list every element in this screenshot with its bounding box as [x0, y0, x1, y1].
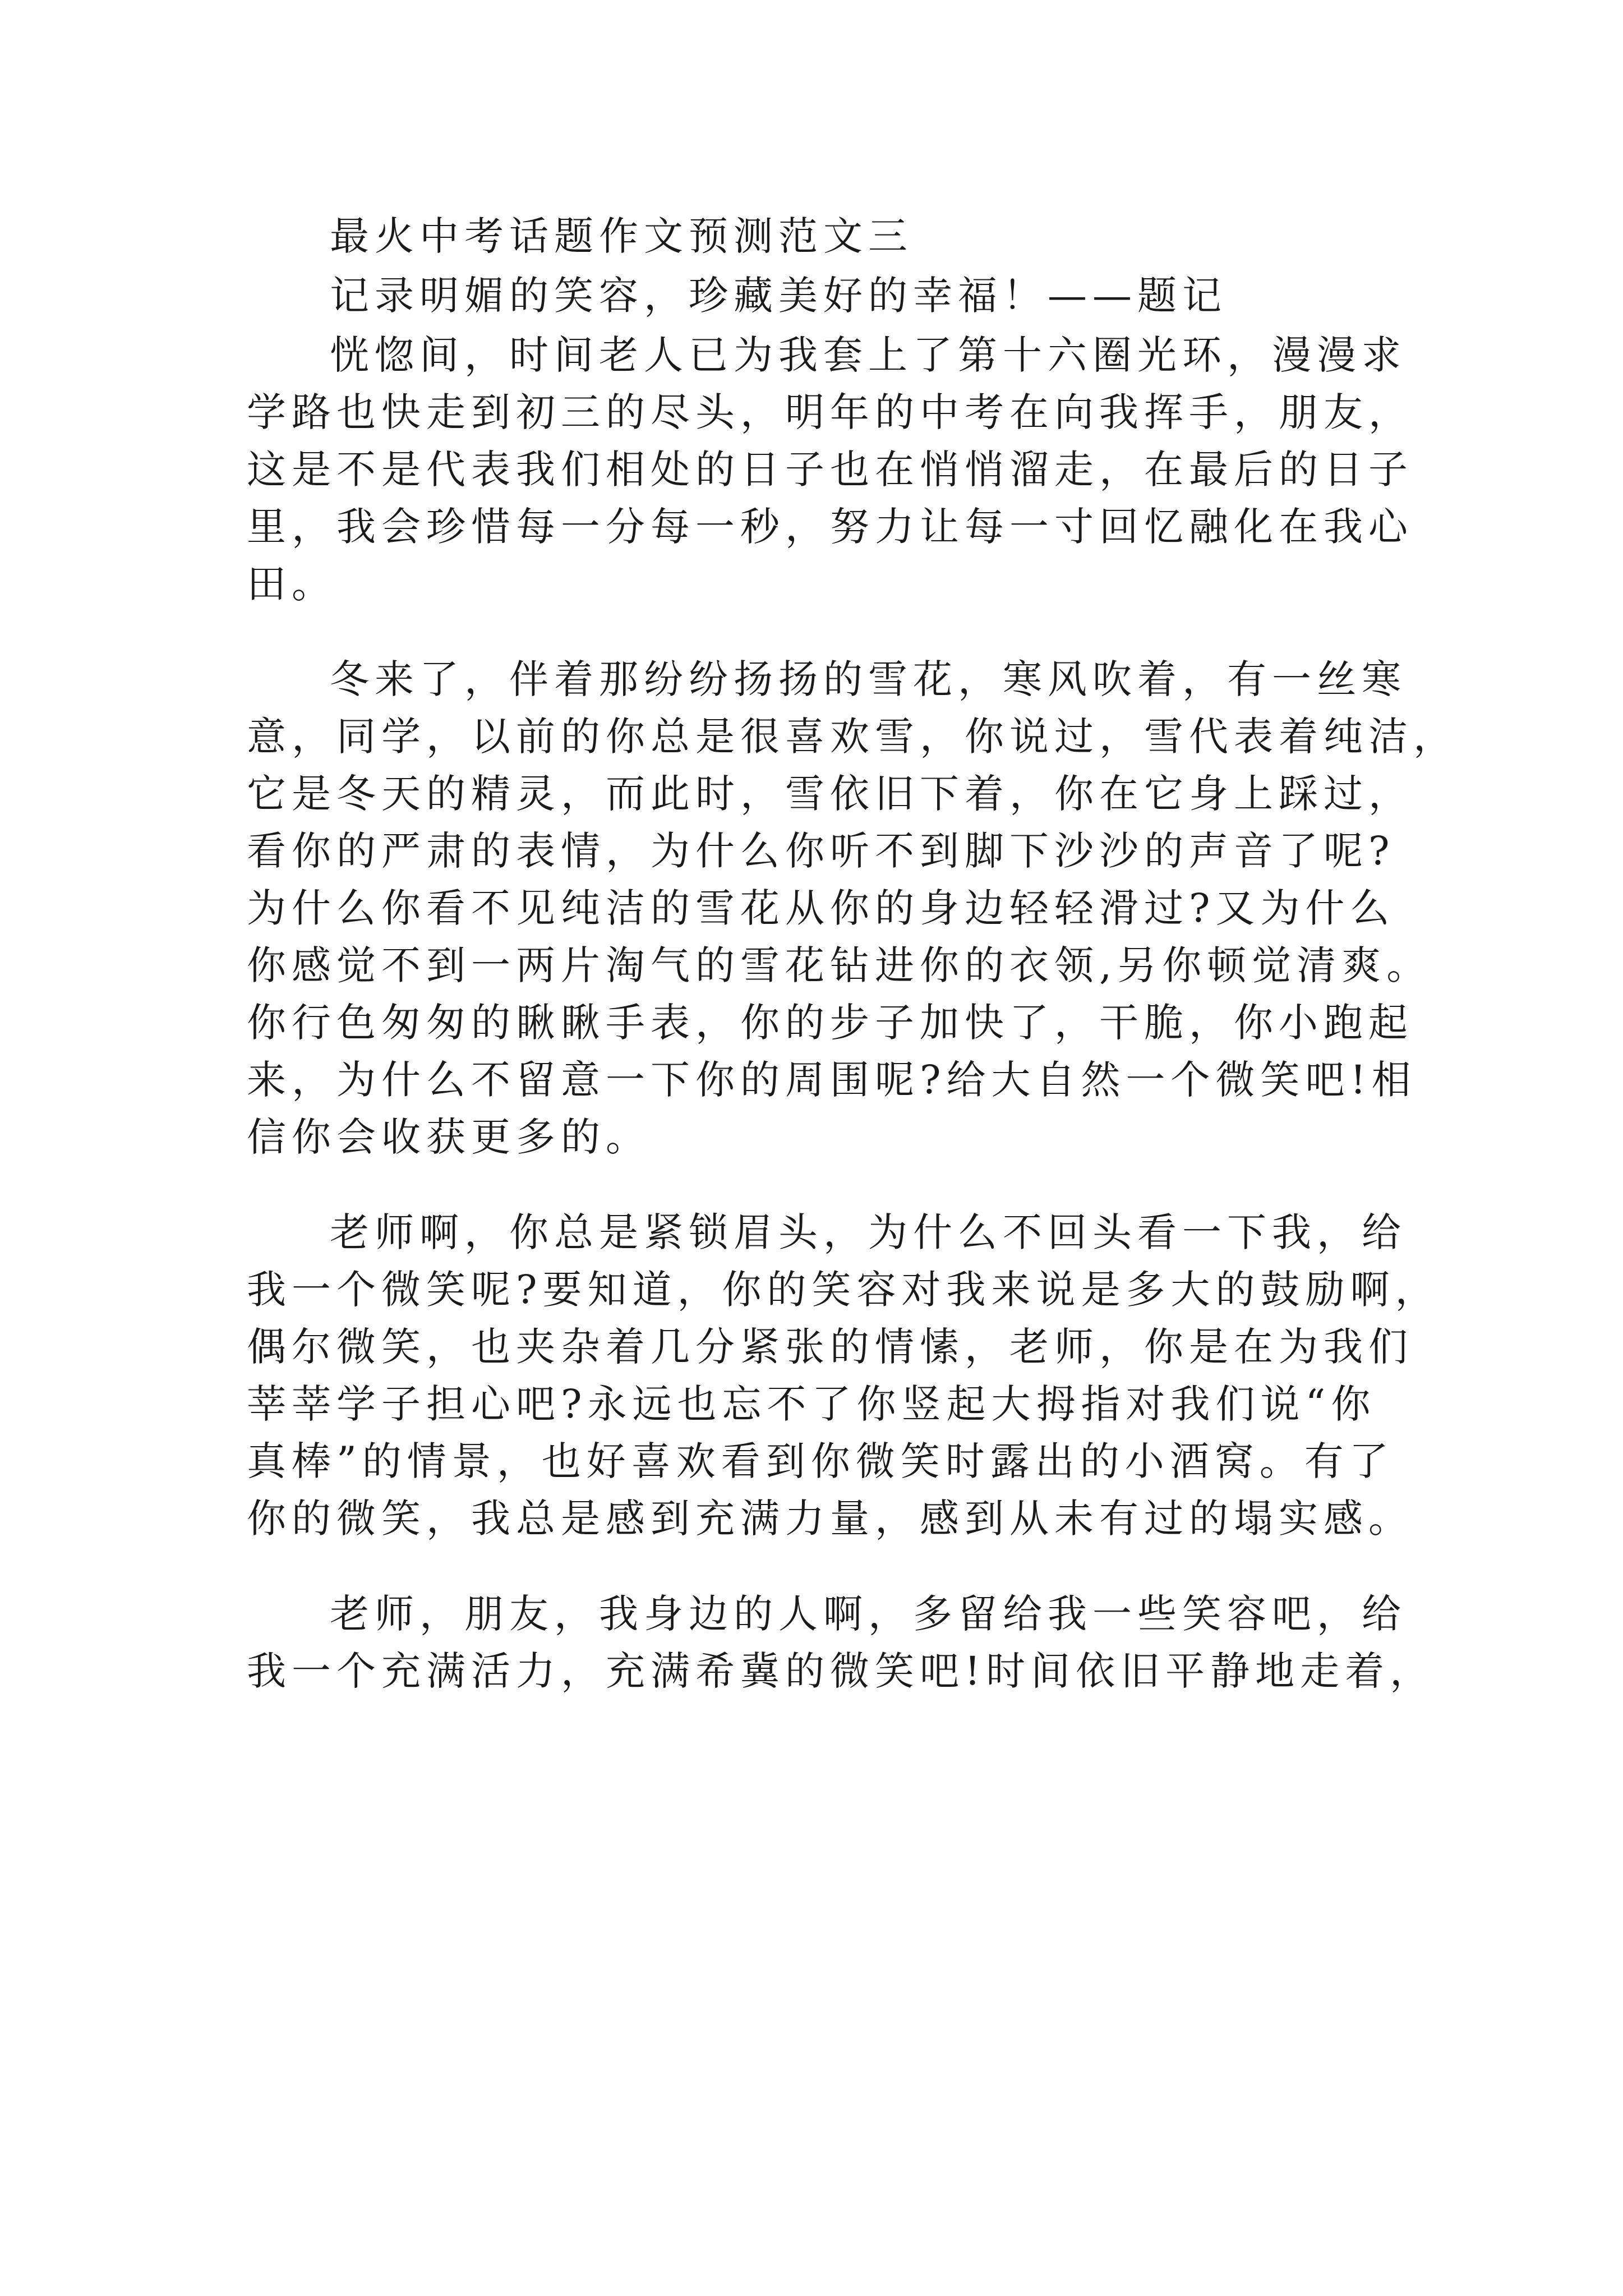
- paragraph-3: [247, 1204, 1440, 1547]
- paragraph-line: 偶尔微笑，也夹杂着几分紧张的情愫，老师，你是在为我们: [247, 1324, 1413, 1370]
- paragraph-line: 来，为什么不留意一下你的周围呢?给大自然一个微笑吧!相: [247, 1057, 1417, 1103]
- paragraph-line: 这是不是代表我们相处的日子也在悄悄溜走，在最后的日子: [247, 447, 1413, 493]
- paragraph-line: 为什么你看不见纯洁的雪花从你的身边轻轻滑过?又为什么: [247, 885, 1395, 931]
- paragraph-line: 冬来了，伴着那纷纷扬扬的雪花，寒风吹着，有一丝寒: [330, 656, 1407, 702]
- paragraph-line: 它是冬天的精灵，而此时，雪依旧下着，你在它身上踩过，: [247, 771, 1413, 817]
- paragraph-line: 我一个充满活力，充满希冀的微笑吧!时间依旧平静地走着，: [247, 1648, 1435, 1694]
- paragraph-line: 莘莘学子担心吧?永远也忘不了你竖起大拇指对我们说“你: [247, 1381, 1376, 1427]
- paragraph-line: 信你会收获更多的。: [247, 1114, 651, 1160]
- paragraph-line: 里，我会珍惜每一分每一秒，努力让每一寸回忆融化在我心: [247, 504, 1413, 550]
- paragraph-line: 恍惚间，时间老人已为我套上了第十六圈光环，漫漫求: [330, 332, 1407, 378]
- paragraph-line: 你行色匆匆的瞅瞅手表，你的步子加快了，干脆，你小跑起: [247, 1000, 1413, 1046]
- paragraph-line: 我一个微笑呢?要知道，你的笑容对我来说是多大的鼓励啊，: [247, 1267, 1440, 1313]
- paragraph-line: 老师啊，你总是紧锁眉头，为什么不回头看一下我，给: [330, 1209, 1407, 1255]
- paragraph-line: 看你的严肃的表情，为什么你听不到脚下沙沙的声音了呢?: [247, 828, 1395, 874]
- paragraph-line: 真棒”的情景，也好喜欢看到你微笑时露出的小酒窝。有了: [247, 1438, 1394, 1484]
- paragraph-line: 你感觉不到一两片淘气的雪花钻进你的衣领,另你顿觉清爽。: [247, 942, 1432, 988]
- paragraph-line: 意，同学，以前的你总是很喜欢雪，你说过，雪代表着纯洁，: [247, 714, 1458, 760]
- document-body: [247, 208, 1458, 1700]
- paragraph-line: 田。: [247, 561, 336, 607]
- paragraph-4: [247, 1585, 1435, 1700]
- epigraph: 记录明媚的笑容，珍藏美好的幸福！——题记: [330, 273, 1227, 319]
- paragraph-2: [247, 651, 1458, 1166]
- paragraph-1: [247, 326, 1413, 613]
- paragraph-line: 你的微笑，我总是感到充满力量，感到从未有过的塌实感。: [247, 1496, 1413, 1542]
- paragraph-line: 学路也快走到初三的尽头，明年的中考在向我挥手，朋友，: [247, 389, 1413, 435]
- paragraph-line: 老师，朋友，我身边的人啊，多留给我一些笑容吧，给: [330, 1591, 1407, 1637]
- document-title: 最火中考话题作文预测范文三: [330, 213, 913, 259]
